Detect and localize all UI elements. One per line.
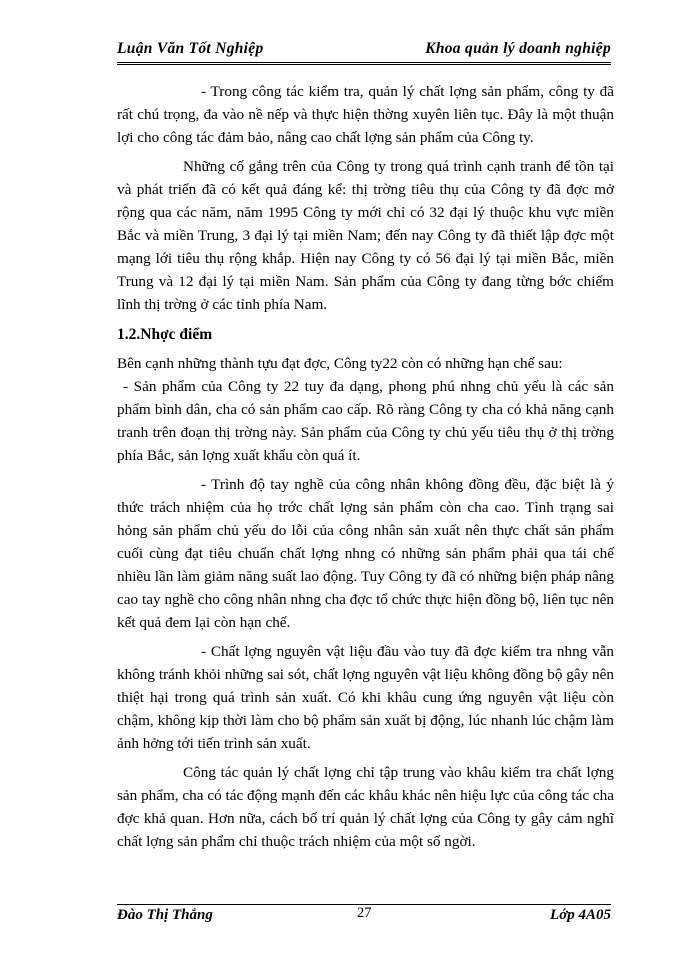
paragraph-quality-control: - Trong công tác kiểm tra, quản lý chất lợng sản phẩm, công ty đã rất chú trọng, đa vào nề nếp và thực hiện thờng xuyên liên tục. Đây là một thuận lợi cho công tác đảm bảo, nâng cao chất lợng sản phẩm của Công ty.: [117, 83, 614, 146]
paragraph-quality-management: Công tác quản lý chất lợng chỉ tập trung vào khâu kiểm tra chất lợng sản phẩm, cha có tác động mạnh đến các khâu khác nên hiệu lực của công tác cha đợc khả quan. Hơn nữa, cách bố trí quản lý chất lợng của Công ty gây cảm nghĩ chất lợng sản phẩm chỉ thuộc trách nhiệm của một số ngời.: [117, 764, 614, 850]
paragraph-raw-materials: - Chất lợng nguyên vật liệu đầu vào tuy đã đợc kiểm tra nhng vẫn không tránh khỏi những sai sót, chất lợng nguyên vật liệu không đồng bộ gây nên thiệt hại trong quá trình sản xuất. Có khi khâu cung ứng nguyên vật liệu còn chậm, không kịp thời làm cho bộ phẩm sản xuất bị động, lúc nhanh lúc chậm làm ảnh hởng tới tiến trình sản xuất.: [117, 643, 614, 752]
footer-class: Lớp 4A05: [550, 907, 611, 923]
section-heading-weaknesses: 1.2.Nhợc điểm: [117, 326, 213, 343]
page-footer: [117, 904, 611, 933]
document-body: [117, 80, 614, 853]
page-header: [117, 38, 611, 65]
footer-author: Đào Thị Thắng: [117, 907, 213, 923]
paragraph-limitations-intro: Bên cạnh những thành tựu đạt đợc, Công ty22 còn có những hạn chế sau:: [117, 355, 563, 372]
header-faculty: Khoa quản lý doanh nghiệp: [425, 40, 611, 57]
paragraph-worker-skill: - Trình độ tay nghề của công nhân không đồng đều, đặc biệt là ý thức trách nhiệm của họ trớc chất lợng sản phẩm còn cha cao. Tình trạng sai hỏng sản phẩm chủ yếu do lỗi của công nhân sản xuất nên thực chất sản phẩm cuối cùng đạt tiêu chuẩn chất lợng nhng có những sản phẩm phải qua tái chế nhiều lần làm giảm năng suất lao động. Tuy Công ty đã có những biện pháp nâng cao tay nghề cho công nhân nhng cha đợc tổ chức thực hiện đồng bộ, liên tục nên kết quả đem lại còn hạn chế.: [117, 476, 614, 631]
paragraph-market-expansion: Những cố gắng trên của Công ty trong quá trình cạnh tranh để tồn tại và phát triển đã có kết quả đáng kể: thị trờng tiêu thụ của Công ty đã đợc mở rộng qua các năm, năm 1995 Công ty mới chỉ có 32 đại lý thuộc khu vực miền Bắc và miền Trung, 3 đại lý tại miền Nam; đến nay Công ty đã thiết lập đợc một mạng lới tiêu thụ rộng khắp. Hiện nay Công ty có 56 đại lý tại miền Bắc, miền Trung và 12 đại lý tại miền Nam. Sản phẩm của Công ty đang từng bớc chiếm lĩnh thị trờng ở các tỉnh phía Nam.: [117, 158, 614, 313]
header-thesis-title: Luận Văn Tốt Nghiệp: [117, 40, 264, 57]
paragraph-product-range: - Sản phẩm của Công ty 22 tuy đa dạng, phong phú nhng chủ yếu là các sản phẩm bình dân, cha có sản phẩm cao cấp. Rõ ràng Công ty cha có khả năng cạnh tranh trên đoạn thị trờng này. Sản phẩm của Công ty chủ yếu tiêu thụ ở thị trờng phía Bắc, sản lợng xuất khẩu còn quá ít.: [117, 378, 614, 464]
page-number: 27: [357, 905, 372, 921]
